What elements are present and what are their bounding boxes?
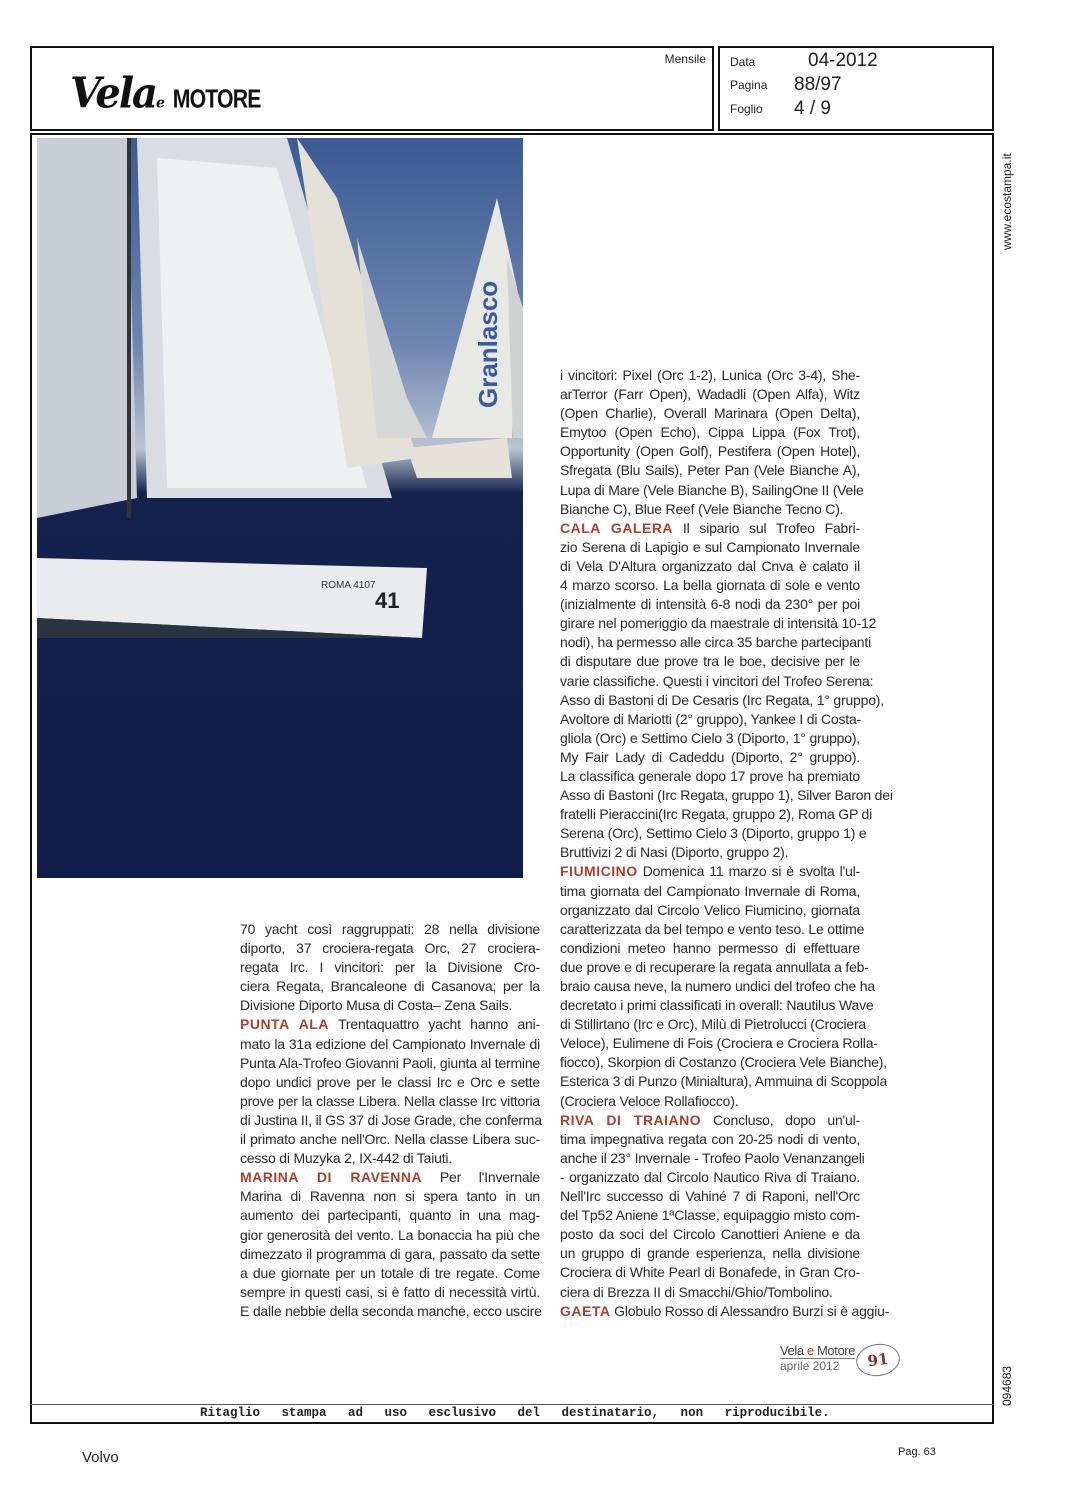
article-line [240,1092,540,1111]
foglio-label: Foglio [730,102,763,116]
article-line [560,1206,860,1225]
magazine-page-number: 91 [854,1341,902,1379]
article-line [240,1073,540,1092]
article-line [560,538,860,557]
article-line [560,672,874,691]
line-text: La classifica generale dopo 17 prove ha premiato [560,767,860,784]
line-text: (inizialmente di intensità 6-8 nodi da 230° per poi [560,596,860,613]
article-line [240,1054,540,1073]
line-text: Bianche C), Blue Reef (Vele Bianche Tecno C). [560,500,844,517]
line-text: - organizzato dal Circolo Nautico Riva di Traiano. [560,1168,860,1185]
article-line [240,958,540,977]
article-line [560,824,867,843]
article-line [560,1187,860,1206]
article-line [560,901,860,920]
line-text: tima giornata del Campionato Invernale di Roma, [560,882,860,899]
article-line [560,633,871,652]
article-line [560,423,860,442]
article-line [240,1226,540,1245]
line-text: condizioni meteo hanno permesso di effettuare [560,939,860,956]
section-heading: GAETA [560,1302,611,1319]
hull-number: 41 [375,588,400,613]
article-line [560,652,860,671]
line-text: varie classifiche. Questi i vincitori del Trofeo Serena: [560,672,874,689]
article-line [560,1034,878,1053]
article-line [240,1206,540,1225]
article-line [240,1015,540,1034]
line-text: Il sipario sul Trofeo Fabri- [682,519,860,536]
section-heading: CALA GALERA [560,519,674,536]
footer-divider [30,1404,994,1405]
line-text: Domenica 11 marzo si è svolta l'ul- [642,863,860,880]
masthead-box [30,46,714,131]
article-line [560,882,860,901]
line-text: due prove e di recuperare la regata annullata a feb- [560,958,869,975]
frequency-label: Mensile [664,52,706,66]
issue-date: aprile 2012 [780,1359,840,1373]
article-line [560,1263,860,1282]
line-text: E dalle nebbie della seconda manche, ecco uscire [240,1302,542,1319]
left-text-column [240,920,540,1321]
line-text: Punta Ala-Trofeo Giovanni Paoli, giunta al termine [240,1054,540,1071]
article-line [560,557,860,576]
line-text: Bruttivizi 2 di Nasi (Diporto, gruppo 2). [560,844,789,861]
article-line [560,748,860,767]
article-line [560,385,860,404]
line-text: Divisione Diporto Musa di Costa– Zena Sails. [240,997,513,1014]
line-text: 4 marzo scorso. La bella giornata di sole e vento [560,577,860,594]
article-line [560,1244,860,1263]
article-line [240,1302,540,1321]
article-line [240,1187,540,1206]
article-line [240,1245,540,1264]
article-line [240,1111,540,1130]
line-text: gliola (Orc) e Settimo Cielo 3 (Diporto, 1° gruppo), [560,729,860,746]
line-text: tima impegnativa regata con 20-25 nodi di vento, [560,1130,860,1147]
client-name: Volvo [82,1449,119,1466]
section-heading: FIUMICINO [560,863,638,880]
article-line [560,996,874,1015]
line-text: ciera Regata, Brancaleone di Casanova; per la [240,978,540,995]
sailboats-illustration [37,138,523,878]
article-line [240,920,540,939]
article-line [560,595,860,614]
article-line [560,614,877,633]
line-text: aumento dei partecipanti, quanto in una mag- [240,1207,540,1224]
line-text: Trentaquattro yacht hanno ani- [338,1016,541,1033]
line-text: mato la 31a edizione del Campionato Invernale di [240,1035,540,1052]
regatta-photo [37,138,523,878]
line-text: il primato anche nell'Orc. Nella classe Libera suc- [240,1131,540,1148]
hull-registration: ROMA 4107 [321,580,376,591]
article-line [240,977,540,996]
page-indicator: Pag. 63 [898,1446,936,1458]
article-line [560,862,860,881]
section-heading: RIVA DI TRAIANO [560,1111,702,1128]
line-text: a due giornate per un totale di tre regate. Come [240,1264,540,1281]
article-line [560,1302,890,1321]
article-line [560,1130,860,1149]
line-text: fratelli Pieraccini(Irc Regata, gruppo 2), Roma GP di [560,806,873,823]
article-line [560,1168,860,1187]
line-text: Marina di Ravenna non si spera tanto in un [240,1188,540,1205]
vela-e-motore-logo: Velae MOTORE [70,68,261,119]
article-line [240,1283,540,1302]
line-text: nodi), ha permesso alle circa 35 barche partecipanti [560,634,871,651]
line-text: Opportunity (Open Golf), Pestifera (Open Hotel), [560,443,860,460]
article-line [560,1072,888,1091]
line-text: Lupa di Mare (Vele Bianche B), SailingOne II (Vele [560,481,864,498]
article-line [560,729,860,748]
line-text: arTerror (Farr Open), Wadadli (Open Alfa), Witz [560,386,860,403]
line-text: braio causa neve, la numero undici del trofeo che ha [560,978,875,994]
line-text: di Vela D'Altura organizzato dal Cnva è calato il [560,557,860,574]
line-text: girare nel pomeriggio da maestrale di intensità 10-12 [560,615,877,632]
line-text: My Fair Lady di Cadeddu (Diporto, 2° gruppo). [560,748,860,765]
article-line [560,461,860,480]
article-line [560,1149,865,1168]
article-line [560,786,893,805]
line-text: dimezzato il programma di gara, passato da sette [240,1245,540,1262]
article-line [560,404,860,423]
article-line [240,1130,540,1149]
line-text: gior generosità del vento. La bonaccia ha più che [240,1226,540,1243]
line-text: posto da soci del Circolo Canottieri Aniene e da [560,1226,860,1243]
article-line [560,977,875,996]
clipping-code: 094683 [1000,1365,1014,1406]
line-text: decretato i primi classificati in overall: Nautilus Wave [560,997,874,1014]
line-text: Concluso, dopo un'ul- [712,1111,860,1128]
line-text: organizzato dal Circolo Velico Fiumicino, giornata [560,901,860,918]
line-text: Sfregata (Blu Sails), Peter Pan (Vele Bianche A), [560,462,860,479]
line-text: (Crociera Veloce Rollafiocco). [560,1092,739,1109]
article-line [560,805,873,824]
line-text: regata Irc. I vincitori: per la Divisione Cro- [240,959,540,976]
ecostampa-url: www.ecostampa.it [1000,153,1014,250]
data-value: 04-2012 [808,50,878,71]
line-text: Avoltore di Mariotti (2° gruppo), Yankee I di Costa- [560,710,862,727]
article-line [560,1283,860,1302]
line-text: anche il 23° Invernale - Trofeo Paolo Venanzangeli [560,1149,865,1166]
article-line [560,1092,860,1111]
line-text: i vincitori: Pixel (Orc 1-2), Lunica (Orc 3-4), She- [560,367,860,383]
article-line [240,996,540,1015]
article-line [240,1264,540,1283]
article-line [560,1015,867,1034]
line-text: Per l'Invernale [439,1169,540,1186]
line-text: di disputare due prove tra le boe, decisive per le [560,653,860,670]
line-text: Emytoo (Open Echo), Cippa Lippa (Fox Trot), [560,424,860,441]
article-line [560,1053,887,1072]
line-text: caratterizzata da bel tempo e vento teso. Le ottime [560,920,865,937]
article-line [560,1111,860,1130]
line-text: Asso di Bastoni di De Cesaris (Irc Regata, 1° gruppo), [560,691,884,708]
line-text: prove per la classe Libera. Nella classe Irc vittoria [240,1092,540,1109]
line-text: diporto, 37 crociera-regata Orc, 27 crociera- [240,940,540,957]
line-text: di Stillirtano (Irc e Orc), Milù di Pietrolucci (Crociera [560,1016,867,1033]
article-line [560,1225,860,1244]
article-line [560,710,860,729]
line-text: Crociera di White Pearl di Bonafede, in Gran Cro- [560,1264,860,1281]
article-line [560,442,860,461]
line-text: (Open Charlie), Overall Marinara (Open Delta), [560,405,860,422]
line-text: ciera di Brezza II di Smacchi/Ghio/Tombolino. [560,1283,833,1300]
article-line [560,958,869,977]
line-text: zio Serena di Lapigio e sul Campionato Invernale [560,538,860,555]
line-text: sempre in questi casi, si è fatto di necessità virtù. [240,1283,540,1300]
article-line [240,1149,540,1168]
magazine-footer: Vela e Motore aprile 2012 [780,1343,856,1373]
right-text-column [560,366,893,1321]
article-line [560,691,884,710]
line-text: fiocco), Skorpion di Costanzo (Crociera Vele Bianche), [560,1054,887,1071]
article-line [560,767,860,786]
article-line [560,481,864,500]
article-line [560,843,860,862]
line-text: Asso di Bastoni (Irc Regata, gruppo 1), Silver Baron dei [560,787,893,804]
article-line [560,920,865,939]
line-text: del Tp52 Aniene 1ªClasse, equipaggio misto com- [560,1207,860,1224]
sail-sponsor-text: Granlasco [473,280,503,408]
article-line [560,500,860,519]
article-line [560,519,860,538]
section-heading: PUNTA ALA [240,1016,329,1033]
article-line [560,939,860,958]
article-line [560,576,860,595]
line-text: Globulo Rosso di Alessandro Burzi si è aggiu- [614,1302,890,1319]
line-text: Nell'Irc successo di Vahiné 7 di Raponi, nell'Orc [560,1188,860,1205]
line-text: Veloce), Eulimene di Fois (Crociera e Crociera Rolla- [560,1035,878,1052]
reproduction-notice: Ritaglio stampa ad uso esclusivo del destinatario, non riproducibile. [200,1406,830,1420]
line-text: cesso di Muzyka 2, IX-442 di Taiuti. [240,1150,452,1167]
line-text: Serena (Orc), Settimo Cielo 3 (Diporto, gruppo 1) e [560,825,867,842]
pagina-label: Pagina [730,78,768,92]
line-text: dopo undici prove per le classi Irc e Orc e sette [240,1073,540,1090]
foglio-value: 4 / 9 [794,98,831,119]
line-text: 70 yacht così raggruppati: 28 nella divisione [240,921,540,937]
line-text: di Justina II, il GS 37 di Jose Grade, che conferma [240,1111,542,1128]
article-line [240,939,540,958]
pagina-value: 88/97 [794,74,842,95]
meta-box [718,46,994,131]
section-heading: MARINA DI RAVENNA [240,1169,423,1186]
article-line [240,1168,540,1187]
article-line [240,1035,540,1054]
line-text: Esterica 3 di Punzo (Minialtura), Ammuina di Scoppola [560,1073,888,1090]
line-text: un gruppo di grande esperienza, nella divisione [560,1245,860,1262]
data-label: Data [730,55,756,69]
article-line [560,366,860,385]
